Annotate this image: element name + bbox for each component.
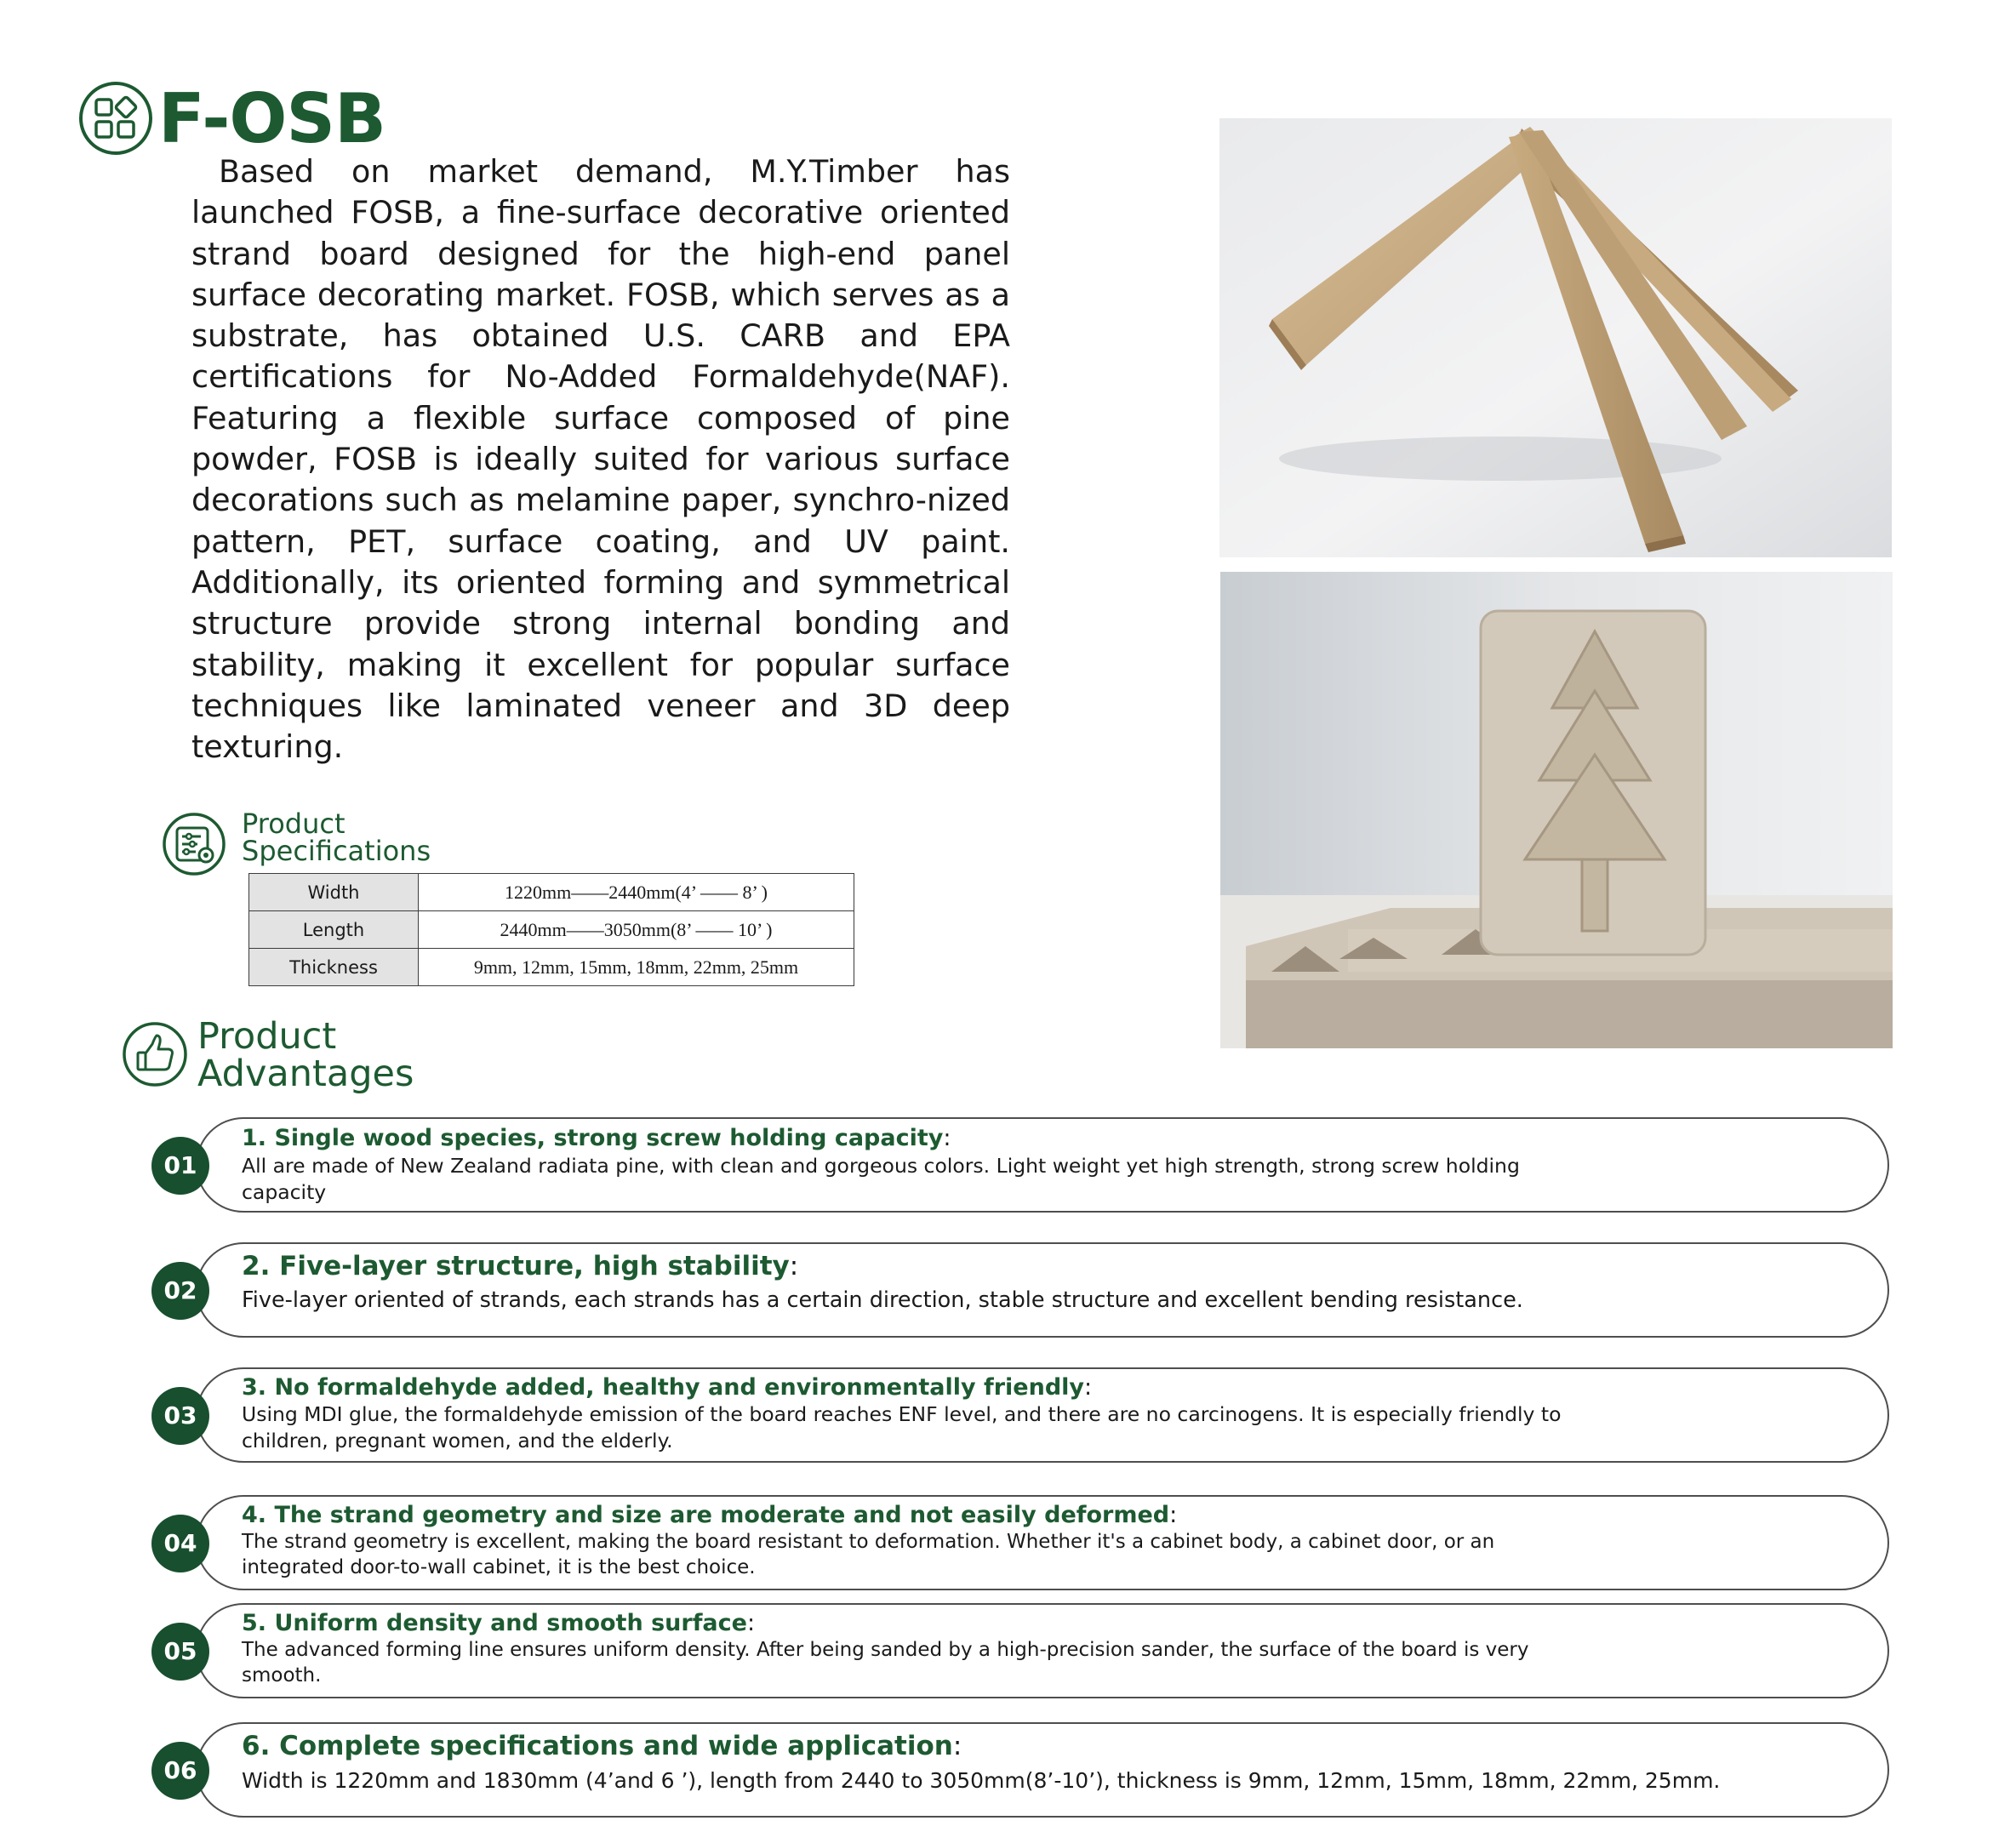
spec-label: Thickness: [249, 949, 419, 986]
number-badge: 05: [151, 1623, 209, 1681]
specifications-heading: [242, 810, 431, 865]
title-colon: :: [746, 1610, 756, 1636]
title-colon: :: [943, 1125, 951, 1151]
spec-value: 1220mm——2440mm(4’ —— 8’ ): [419, 874, 854, 911]
advantage-item: [0, 1495, 2016, 1590]
advantage-description: Five-layer oriented of strands, each strands has a certain direction, stable structure and excellent bending resistance.: [242, 1287, 1523, 1313]
table-row: [249, 874, 854, 911]
specifications-table: [248, 873, 854, 986]
advantage-title-text: 3. No formaldehyde added, healthy and environmentally friendly: [242, 1374, 1084, 1401]
specifications-heading-line1: Product: [242, 808, 346, 840]
number-badge: 01: [151, 1137, 209, 1195]
advantages-heading: [197, 1015, 414, 1095]
advantage-item: [0, 1367, 2016, 1463]
table-row: [249, 911, 854, 949]
advantage-item: [0, 1603, 2016, 1698]
advantage-item: [0, 1722, 2016, 1818]
advantage-title: [242, 1125, 951, 1152]
title-colon: :: [789, 1251, 799, 1281]
advantages-heading-line2: Advantages: [197, 1053, 414, 1095]
advantages-heading-line1: Product: [197, 1015, 337, 1058]
number-badge: 03: [151, 1387, 209, 1445]
advantage-description: Width is 1220mm and 1830mm (4’and 6 ’), length from 2440 to 3050mm(8’-10’), thickness is 9mm, 12mm, 15mm, 18mm, 22mm, 25mm.: [242, 1768, 1721, 1793]
advantage-title-text: 6. Complete specifications and wide application: [242, 1731, 953, 1761]
specifications-heading-line2: Specifications: [242, 835, 431, 867]
title-colon: :: [1169, 1502, 1178, 1528]
spec-label: Width: [249, 874, 419, 911]
bent-board-photo: [1219, 118, 1892, 557]
table-row: [249, 949, 854, 986]
advantage-title: [242, 1610, 755, 1637]
advantage-title-text: 2. Five-layer structure, high stability: [242, 1251, 790, 1281]
page-title: F-OSB: [158, 79, 385, 158]
advantage-title: [242, 1502, 1177, 1529]
intro-paragraph: Based on market demand, M.Y.Timber has launched FOSB, a fine-surface decorative oriented strand board designed for the high-end panel surface decorating market. FOSB, which serves as a substrate, has obtained U.S. CARB and EPA certifications for No-Added Formaldehyde(NAF). Featuring a flexible surface composed of pine powder, FOSB is ideally suited for various surface decorations such as melamine paper, synchro-nized pattern, PET, surface coating, and UV paint. Additionally, its oriented forming and symmetrical structure provide strong internal bonding and stability, making it excellent for popular surface techniques like laminated veneer and 3D deep texturing.: [191, 153, 1010, 766]
advantage-description: The advanced forming line ensures uniform density. After being sanded by a high-precision sander, the surface of the board is very smooth.: [242, 1639, 1529, 1687]
advantage-description: All are made of New Zealand radiata pine, with clean and gorgeous colors. Light weight yet high strength, strong screw holding capacity: [242, 1154, 1520, 1205]
carved-tree-board-photo: [1220, 572, 1893, 1048]
settings-sliders-icon: [162, 812, 226, 876]
advantage-title-text: 1. Single wood species, strong screw holding capacity: [242, 1125, 944, 1151]
thumbs-up-icon: [122, 1021, 188, 1087]
advantage-title: [242, 1251, 798, 1282]
advantage-title: [242, 1731, 962, 1762]
title-colon: :: [952, 1731, 962, 1761]
advantage-title-text: 4. The strand geometry and size are moderate and not easily deformed: [242, 1502, 1170, 1528]
category-grid-icon: [78, 81, 153, 156]
advantage-description: Using MDI glue, the formaldehyde emission of the board reaches ENF level, and there are no carcinogens. It is especially friendly to children, pregnant women, and the elderly.: [242, 1402, 1562, 1453]
spec-value: 2440mm——3050mm(8’ —— 10’ ): [419, 911, 854, 949]
number-badge: 04: [151, 1515, 209, 1572]
title-colon: :: [1084, 1374, 1093, 1401]
number-badge: 06: [151, 1742, 209, 1800]
spec-value: 9mm, 12mm, 15mm, 18mm, 22mm, 25mm: [419, 949, 854, 986]
advantage-title-text: 5. Uniform density and smooth surface: [242, 1610, 747, 1636]
advantage-description: The strand geometry is excellent, making the board resistant to deformation. Whether it's a cabinet body, a cabinet door, or an integrated door-to-wall cabinet, it is the best choice.: [242, 1531, 1495, 1579]
advantage-item: [0, 1242, 2016, 1338]
number-badge: 02: [151, 1262, 209, 1320]
spec-label: Length: [249, 911, 419, 949]
advantage-title: [242, 1374, 1092, 1401]
advantage-item: [0, 1117, 2016, 1213]
